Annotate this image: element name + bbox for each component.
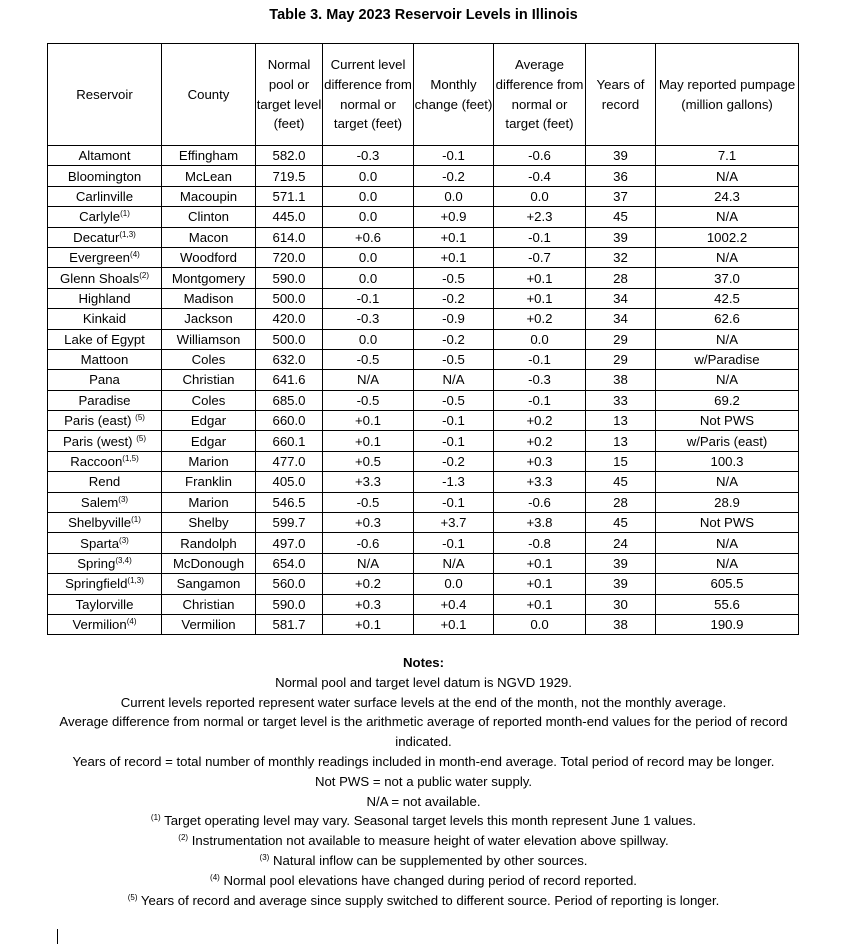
cell-years: 39 (586, 146, 656, 166)
table-row (48, 370, 799, 390)
notes-section (52, 653, 795, 910)
cell-years: 45 (586, 472, 656, 492)
cell-average: 0.0 (494, 614, 586, 634)
cell-years: 36 (586, 166, 656, 186)
cell-reservoir (48, 268, 162, 288)
cell-pumpage: 62.6 (656, 309, 799, 329)
cell-reservoir (48, 227, 162, 247)
footnote (52, 891, 795, 911)
cell-average: -0.8 (494, 533, 586, 553)
table-row (48, 513, 799, 533)
cell-reservoir (48, 349, 162, 369)
cell-pumpage: w/Paris (east) (656, 431, 799, 451)
cell-normal: 571.1 (256, 186, 323, 206)
cell-normal: 582.0 (256, 146, 323, 166)
table-row (48, 472, 799, 492)
cell-current: N/A (323, 553, 414, 573)
cell-pumpage: N/A (656, 533, 799, 553)
cell-pumpage: Not PWS (656, 411, 799, 431)
cell-normal: 641.6 (256, 370, 323, 390)
cell-current: -0.3 (323, 309, 414, 329)
footnote-mark: (4) (126, 617, 137, 627)
reservoir-name: Evergreen (69, 250, 131, 266)
cell-reservoir (48, 288, 162, 308)
table-row (48, 309, 799, 329)
cell-current: 0.0 (323, 268, 414, 288)
cell-normal: 405.0 (256, 472, 323, 492)
cell-county: Christian (162, 370, 256, 390)
cell-average: -0.7 (494, 247, 586, 267)
cell-normal: 445.0 (256, 207, 323, 227)
cell-normal: 720.0 (256, 247, 323, 267)
reservoir-name: Vermilion (72, 617, 127, 633)
cell-years: 45 (586, 513, 656, 533)
footnote-text: Target operating level may vary. Seasonal target levels this month represent June 1 values. (160, 813, 697, 829)
reservoir-table (47, 43, 799, 635)
footnote-mark: (3,4) (115, 556, 132, 565)
cell-pumpage: 37.0 (656, 268, 799, 288)
cell-monthly: +0.4 (414, 594, 494, 614)
reservoir-name: Altamont (78, 148, 131, 164)
cell-current: -0.3 (323, 146, 414, 166)
cell-current: -0.6 (323, 533, 414, 553)
col-header-average-difference: Average difference from normal or target (feet) (494, 44, 586, 146)
cell-pumpage: N/A (656, 370, 799, 390)
cell-normal: 614.0 (256, 227, 323, 247)
cell-normal: 719.5 (256, 166, 323, 186)
footnote-mark: (3) (118, 494, 129, 504)
cell-normal: 497.0 (256, 533, 323, 553)
cell-county: Marion (162, 492, 256, 512)
cell-current: -0.5 (323, 390, 414, 410)
cell-monthly: -0.1 (414, 492, 494, 512)
reservoir-name: Shelbyville (68, 515, 132, 531)
cell-normal: 590.0 (256, 268, 323, 288)
cell-monthly: -0.1 (414, 146, 494, 166)
cell-pumpage: 1002.2 (656, 227, 799, 247)
cell-reservoir (48, 247, 162, 267)
table-row (48, 268, 799, 288)
cell-reservoir (48, 574, 162, 594)
col-header-normal-level: Normal pool or target level (feet) (256, 44, 323, 146)
footnote-mark: (3) (119, 535, 129, 545)
cell-reservoir (48, 309, 162, 329)
cell-monthly: -0.1 (414, 411, 494, 431)
cell-reservoir (48, 553, 162, 573)
cell-pumpage: 190.9 (656, 614, 799, 634)
cell-reservoir (48, 186, 162, 206)
cell-normal: 500.0 (256, 329, 323, 349)
reservoir-name: Spring (77, 556, 116, 571)
cell-average: +0.2 (494, 309, 586, 329)
cell-average: -0.6 (494, 146, 586, 166)
cell-years: 34 (586, 309, 656, 329)
table-row (48, 411, 799, 431)
cell-pumpage: N/A (656, 247, 799, 267)
cell-average: +2.3 (494, 207, 586, 227)
cell-county: McLean (162, 166, 256, 186)
cell-average: -0.4 (494, 166, 586, 186)
cell-monthly: +0.9 (414, 207, 494, 227)
cell-years: 13 (586, 431, 656, 451)
cell-normal: 420.0 (256, 309, 323, 329)
cell-reservoir (48, 431, 162, 451)
col-header-pumpage: May reported pumpage (million gallons) (656, 44, 799, 146)
cell-county: Coles (162, 349, 256, 369)
col-header-years-of-record: Years of record (586, 44, 656, 146)
cell-pumpage: 28.9 (656, 492, 799, 512)
note-line: Current levels reported represent water surface levels at the end of the month, not the monthly average. (120, 694, 727, 710)
cell-years: 13 (586, 411, 656, 431)
footnote-mark: (1,5) (122, 454, 139, 464)
cell-reservoir (48, 533, 162, 553)
table-row (48, 227, 799, 247)
cell-normal: 654.0 (256, 553, 323, 573)
cell-years: 38 (586, 614, 656, 634)
reservoir-name: Carlyle (79, 209, 121, 225)
table-row (48, 594, 799, 614)
cell-pumpage: N/A (656, 166, 799, 186)
cell-average: +0.2 (494, 411, 586, 431)
cell-average: +0.1 (494, 574, 586, 594)
table-row (48, 533, 799, 553)
reservoir-name: Paris (east) (64, 413, 136, 429)
cell-county: Williamson (162, 329, 256, 349)
table-row (48, 492, 799, 512)
cell-current: 0.0 (323, 247, 414, 267)
cell-normal: 632.0 (256, 349, 323, 369)
cell-years: 34 (586, 288, 656, 308)
cell-pumpage: N/A (656, 207, 799, 227)
cell-reservoir (48, 370, 162, 390)
footnote-text: Years of record and average since supply switched to different source. Period of reporting is longer. (137, 892, 720, 908)
cell-years: 39 (586, 227, 656, 247)
footnote-text: Instrumentation not available to measure height of water elevation above spillway. (188, 833, 669, 849)
cell-county: Sangamon (162, 574, 256, 594)
cell-years: 45 (586, 207, 656, 227)
table-row (48, 431, 799, 451)
cell-reservoir (48, 492, 162, 512)
cell-monthly: -0.2 (414, 288, 494, 308)
reservoir-name: Glenn Shoals (60, 270, 140, 286)
reservoir-name: Pana (89, 372, 120, 388)
footnote (52, 871, 795, 891)
reservoir-name: Taylorville (75, 596, 134, 612)
cell-monthly: -0.9 (414, 309, 494, 329)
cell-county: Shelby (162, 513, 256, 533)
footnote (52, 811, 795, 831)
cell-years: 37 (586, 186, 656, 206)
notes-heading: Notes: (402, 655, 445, 670)
reservoir-name: Springfield (65, 576, 128, 592)
footnote-number: (5) (127, 892, 138, 902)
cell-monthly: N/A (414, 553, 494, 573)
cell-years: 38 (586, 370, 656, 390)
footnote-text: Normal pool elevations have changed during period of record reported. (219, 872, 637, 888)
cell-monthly: -0.2 (414, 166, 494, 186)
cell-average: +0.2 (494, 431, 586, 451)
reservoir-name: Paradise (78, 392, 131, 408)
cell-years: 15 (586, 451, 656, 471)
footnote-mark: (2) (139, 270, 149, 280)
cell-normal: 477.0 (256, 451, 323, 471)
note-line: Average difference from normal or target level is the arithmetic average of reported month-end values for the period of record indicated. (59, 714, 788, 750)
footnote (52, 831, 795, 851)
cell-monthly: -0.1 (414, 431, 494, 451)
reservoir-name: Rend (88, 474, 121, 490)
footnote-mark: (1,3) (127, 576, 144, 586)
cell-county: Franklin (162, 472, 256, 492)
col-header-monthly-change: Monthly change (feet) (414, 44, 494, 146)
cell-county: Edgar (162, 431, 256, 451)
footnote-mark: (1,3) (119, 229, 136, 239)
cell-county: Edgar (162, 411, 256, 431)
cell-pumpage: w/Paradise (656, 349, 799, 369)
reservoir-name: Decatur (73, 229, 120, 245)
cell-monthly: -0.5 (414, 390, 494, 410)
cell-pumpage: 7.1 (656, 146, 799, 166)
footnote-number: (1) (150, 813, 161, 823)
table-row (48, 553, 799, 573)
cell-county: Montgomery (162, 268, 256, 288)
cell-county: Woodford (162, 247, 256, 267)
cell-pumpage: 55.6 (656, 594, 799, 614)
cell-years: 28 (586, 492, 656, 512)
footnote-mark: (4) (130, 250, 140, 260)
cell-normal: 581.7 (256, 614, 323, 634)
cell-county: Jackson (162, 309, 256, 329)
cell-years: 30 (586, 594, 656, 614)
table-row (48, 349, 799, 369)
cell-pumpage: Not PWS (656, 513, 799, 533)
cell-monthly: +0.1 (414, 614, 494, 634)
cell-reservoir (48, 614, 162, 634)
cell-reservoir (48, 146, 162, 166)
cell-county: Macoupin (162, 186, 256, 206)
cell-monthly: -0.1 (414, 533, 494, 553)
cell-monthly: +0.1 (414, 247, 494, 267)
table-row (48, 390, 799, 410)
cell-normal: 500.0 (256, 288, 323, 308)
cell-normal: 660.0 (256, 411, 323, 431)
footnote (52, 851, 795, 871)
cell-normal: 685.0 (256, 390, 323, 410)
cell-average: +3.8 (494, 513, 586, 533)
cell-pumpage: N/A (656, 472, 799, 492)
note-line: Years of record = total number of monthly readings included in month-end average. Total period of record may be longer. (72, 753, 775, 769)
cell-current: 0.0 (323, 186, 414, 206)
cell-current: +0.5 (323, 451, 414, 471)
reservoir-name: Kinkaid (82, 311, 127, 327)
cell-reservoir (48, 451, 162, 471)
cell-current: 0.0 (323, 207, 414, 227)
cell-years: 39 (586, 553, 656, 573)
cell-pumpage: 69.2 (656, 390, 799, 410)
cell-average: -0.1 (494, 349, 586, 369)
table-row (48, 329, 799, 349)
cell-normal: 599.7 (256, 513, 323, 533)
cell-reservoir (48, 390, 162, 410)
cell-reservoir (48, 472, 162, 492)
cell-county: Randolph (162, 533, 256, 553)
cell-years: 39 (586, 574, 656, 594)
cell-monthly: N/A (414, 370, 494, 390)
cell-county: McDonough (162, 553, 256, 573)
cell-average: +0.1 (494, 594, 586, 614)
footnote-mark: (1) (131, 515, 141, 525)
cell-years: 28 (586, 268, 656, 288)
cell-current: +0.3 (323, 513, 414, 533)
footnote-mark: (5) (135, 413, 145, 423)
cell-normal: 590.0 (256, 594, 323, 614)
note-line: Normal pool and target level datum is NGVD 1929. (275, 674, 572, 690)
cell-reservoir (48, 513, 162, 533)
reservoir-name: Sparta (80, 535, 120, 551)
cell-monthly: +3.7 (414, 513, 494, 533)
cell-current: +0.1 (323, 411, 414, 431)
table-row (48, 166, 799, 186)
cell-average: +0.3 (494, 451, 586, 471)
cell-reservoir (48, 166, 162, 186)
cell-current: -0.5 (323, 349, 414, 369)
table-row (48, 207, 799, 227)
col-header-reservoir: Reservoir (48, 44, 162, 146)
cell-normal: 546.5 (256, 492, 323, 512)
table-title: Table 3. May 2023 Reservoir Levels in Illinois (269, 7, 578, 23)
cell-average: 0.0 (494, 329, 586, 349)
note-line: N/A = not available. (366, 793, 481, 809)
cell-pumpage: 42.5 (656, 288, 799, 308)
cell-current: 0.0 (323, 329, 414, 349)
cell-monthly: -0.5 (414, 268, 494, 288)
cell-pumpage: 605.5 (656, 574, 799, 594)
reservoir-name: Bloomington (67, 168, 142, 184)
reservoir-name: Highland (78, 290, 131, 306)
cell-average: +0.1 (494, 553, 586, 573)
cell-pumpage: 24.3 (656, 186, 799, 206)
table-row (48, 614, 799, 634)
cell-current: +0.1 (323, 614, 414, 634)
cell-current: 0.0 (323, 166, 414, 186)
cell-current: -0.1 (323, 288, 414, 308)
cell-years: 24 (586, 533, 656, 553)
cell-county: Coles (162, 390, 256, 410)
cell-monthly: +0.1 (414, 227, 494, 247)
footnote-number: (4) (210, 872, 220, 882)
table-header-row (48, 44, 799, 146)
cell-current: +0.3 (323, 594, 414, 614)
cell-normal: 560.0 (256, 574, 323, 594)
cell-monthly: -1.3 (414, 472, 494, 492)
cell-normal: 660.1 (256, 431, 323, 451)
reservoir-name: Raccoon (70, 454, 123, 470)
cell-reservoir (48, 411, 162, 431)
footnote-mark: (1) (120, 209, 130, 219)
cell-monthly: -0.2 (414, 329, 494, 349)
footnote-mark: (5) (136, 433, 147, 443)
cell-current: N/A (323, 370, 414, 390)
reservoir-name: Lake of Egypt (64, 331, 145, 347)
cell-monthly: -0.5 (414, 349, 494, 369)
note-line: Not PWS = not a public water supply. (314, 773, 533, 789)
text-cursor (57, 929, 58, 944)
footnote-number: (3) (259, 852, 270, 862)
cell-years: 32 (586, 247, 656, 267)
footnote-text: Natural inflow can be supplemented by other sources. (269, 852, 588, 868)
cell-current: -0.5 (323, 492, 414, 512)
cell-average: -0.1 (494, 390, 586, 410)
col-header-county: County (162, 44, 256, 146)
cell-monthly: 0.0 (414, 186, 494, 206)
col-header-current-difference: Current level difference from normal or target (feet) (323, 44, 414, 146)
cell-reservoir (48, 329, 162, 349)
table-row (48, 146, 799, 166)
cell-average: +0.1 (494, 268, 586, 288)
cell-current: +0.1 (323, 431, 414, 451)
cell-pumpage: 100.3 (656, 451, 799, 471)
table-row (48, 451, 799, 471)
table-row (48, 186, 799, 206)
cell-average: +0.1 (494, 288, 586, 308)
table-row (48, 288, 799, 308)
cell-pumpage: N/A (656, 329, 799, 349)
table-row (48, 247, 799, 267)
reservoir-name: Mattoon (80, 352, 129, 368)
cell-current: +0.2 (323, 574, 414, 594)
reservoir-name: Paris (west) (62, 433, 137, 449)
cell-average: -0.6 (494, 492, 586, 512)
footnote-number: (2) (178, 833, 189, 843)
reservoir-name: Carlinville (75, 188, 134, 204)
cell-years: 29 (586, 329, 656, 349)
cell-average: -0.3 (494, 370, 586, 390)
cell-county: Christian (162, 594, 256, 614)
cell-monthly: -0.2 (414, 451, 494, 471)
cell-current: +0.6 (323, 227, 414, 247)
cell-years: 33 (586, 390, 656, 410)
cell-county: Madison (162, 288, 256, 308)
cell-county: Effingham (162, 146, 256, 166)
table-row (48, 574, 799, 594)
cell-county: Macon (162, 227, 256, 247)
cell-reservoir (48, 207, 162, 227)
cell-current: +3.3 (323, 472, 414, 492)
cell-county: Clinton (162, 207, 256, 227)
cell-monthly: 0.0 (414, 574, 494, 594)
cell-county: Marion (162, 451, 256, 471)
cell-average: +3.3 (494, 472, 586, 492)
cell-years: 29 (586, 349, 656, 369)
cell-average: 0.0 (494, 186, 586, 206)
cell-reservoir (48, 594, 162, 614)
cell-pumpage: N/A (656, 553, 799, 573)
cell-average: -0.1 (494, 227, 586, 247)
reservoir-name: Salem (80, 494, 119, 510)
cell-county: Vermilion (162, 614, 256, 634)
